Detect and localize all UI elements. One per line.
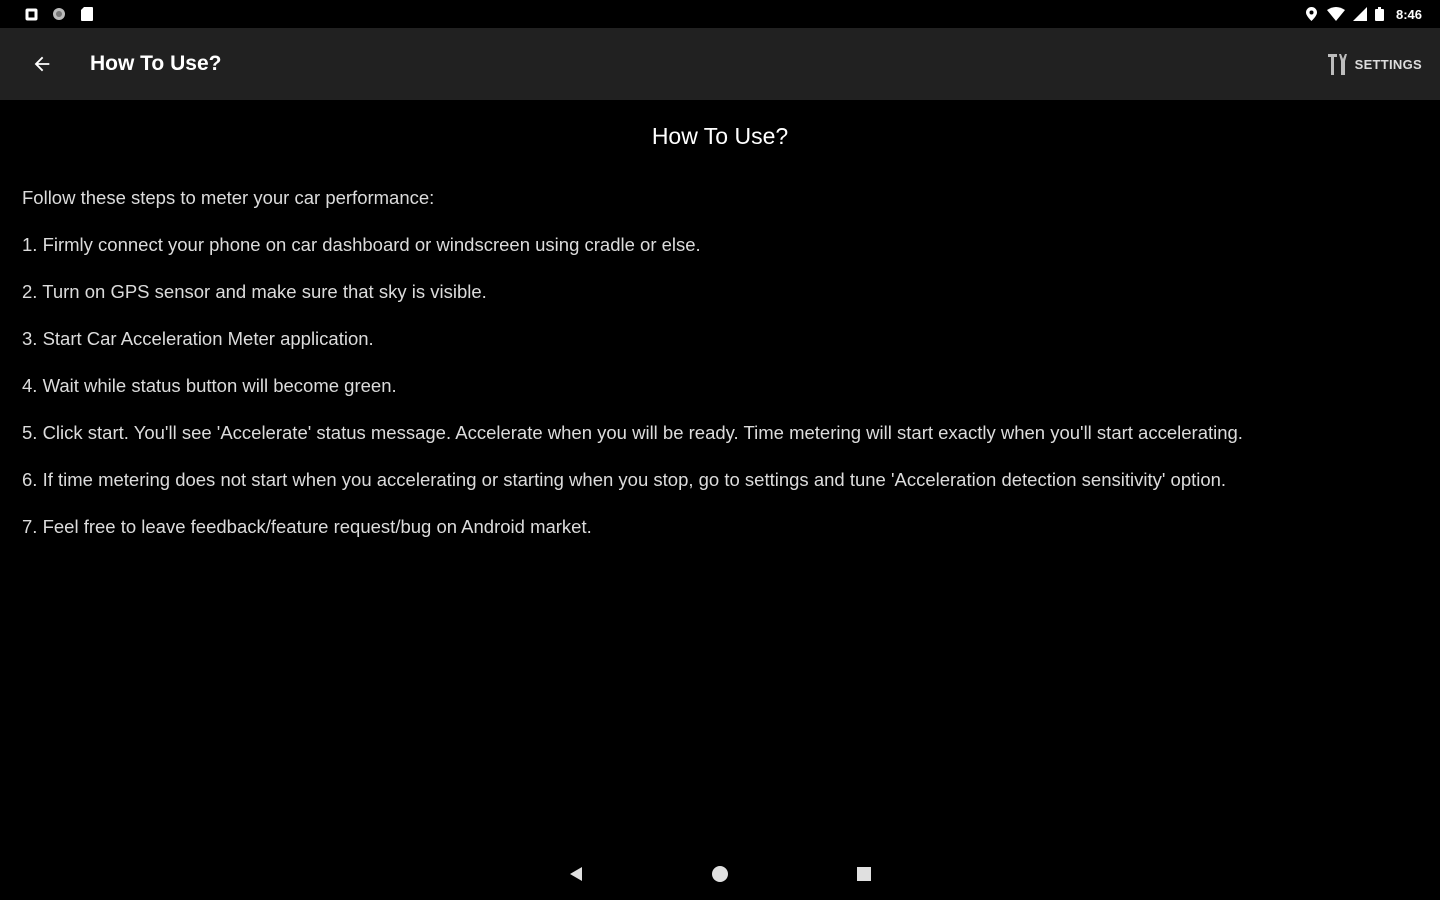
home-circle-icon: [711, 865, 729, 883]
step-item: 7. Feel free to leave feedback/feature request/bug on Android market.: [22, 516, 592, 537]
intro-text: Follow these steps to meter your car performance:: [22, 187, 435, 208]
nav-back-button[interactable]: [564, 862, 588, 886]
sd-card-icon: [80, 7, 94, 21]
step-item: 2. Turn on GPS sensor and make sure that sky is visible.: [22, 281, 487, 302]
status-bar-left: [24, 7, 94, 21]
location-icon: [1305, 7, 1319, 21]
step-item: 1. Firmly connect your phone on car dashboard or windscreen using cradle or else.: [22, 234, 701, 255]
status-bar: [0, 0, 1440, 28]
recents-square-icon: [856, 866, 872, 882]
nav-recents-button[interactable]: [852, 862, 876, 886]
help-content: [0, 100, 1440, 539]
signal-icon: [1353, 7, 1367, 21]
app-bar-title: How To Use?: [90, 52, 222, 75]
back-triangle-icon: [568, 866, 584, 882]
battery-icon: [1375, 7, 1384, 21]
step-item: 5. Click start. You'll see 'Accelerate' status message. Accelerate when you will be ready. Time metering will start exactly when you'll start accelerating.: [22, 422, 1243, 443]
arrow-left-icon: [31, 53, 53, 75]
settings-label: SETTINGS: [1354, 56, 1422, 72]
wifi-icon: [1327, 7, 1345, 21]
app-bar: [0, 28, 1440, 100]
notification-square-icon: [24, 7, 38, 21]
step-item: 3. Start Car Acceleration Meter application.: [22, 328, 374, 349]
steps-list: [22, 233, 1418, 539]
content-heading: How To Use?: [651, 123, 789, 149]
status-bar-right: [1305, 7, 1422, 22]
nav-home-button[interactable]: [708, 862, 732, 886]
notification-circle-icon: [52, 7, 66, 21]
navigation-bar: [0, 848, 1440, 900]
step-item: 6. If time metering does not start when you accelerating or starting when you stop, go to settings and tune 'Acceleration detection sensitivity' option.: [22, 469, 1227, 490]
status-time: 8:46: [1395, 6, 1422, 22]
step-item: 4. Wait while status button will become green.: [22, 375, 397, 396]
wrench-tools-icon: [1325, 51, 1351, 77]
back-button[interactable]: [22, 44, 62, 84]
settings-button[interactable]: [1325, 28, 1422, 100]
